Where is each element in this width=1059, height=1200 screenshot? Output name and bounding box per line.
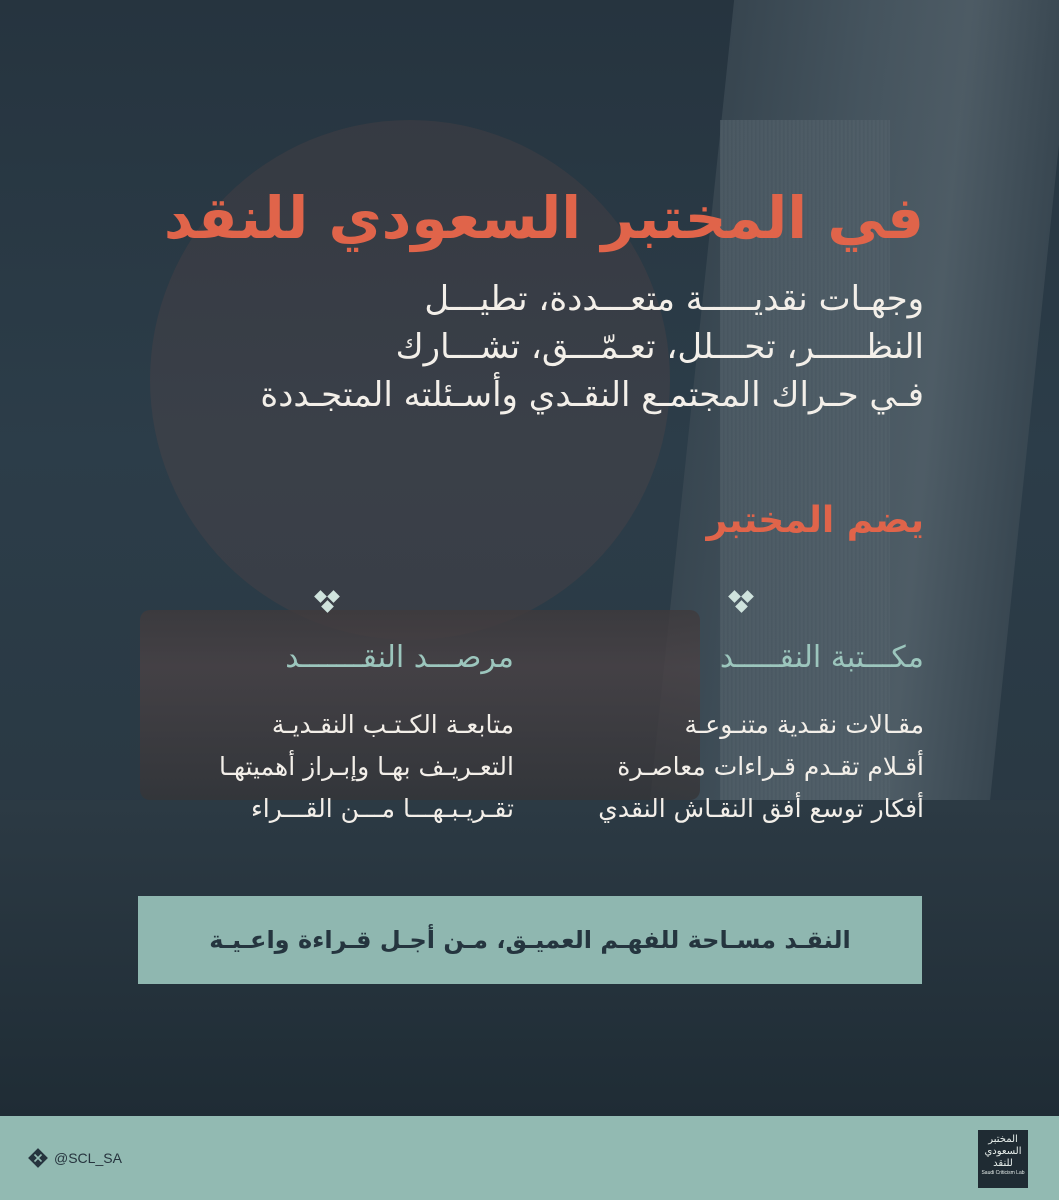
tagline-text: النقـد مسـاحة للفهـم العميـق، مـن أجـل قـراءة واعـيـة — [209, 926, 851, 954]
brand-logo — [978, 1130, 1028, 1188]
x-logo-icon — [28, 1148, 48, 1168]
column-heading: مكـــتبة النقـــــد — [719, 640, 924, 675]
intro-paragraph — [124, 275, 924, 419]
column-line: مقـالات نقـدية متنـوعـة — [684, 710, 924, 739]
column-lines — [134, 704, 514, 830]
diamond-dots-icon — [544, 588, 924, 618]
column-line: أفكار توسع أفق النقـاش النقدي — [598, 794, 924, 823]
logo-english: Saudi Criticism Lab — [981, 1170, 1025, 1176]
logo-line: المختبر — [988, 1134, 1018, 1145]
section-subtitle: يضم المختبر — [706, 500, 924, 541]
social-handle[interactable] — [28, 1144, 122, 1172]
intro-line: فـي حـراك المجتمـع النقـدي وأسـئلته المتجـددة — [260, 375, 924, 415]
column-library — [544, 588, 924, 830]
intro-line: النظـــــر، تحـــلل، تعـمّـــق، تشـــارك — [395, 327, 924, 367]
diamond-dots-icon — [134, 588, 514, 618]
logo-line: السعودي — [984, 1146, 1022, 1157]
column-line: أقـلام تقـدم قـراءات معاصـرة — [617, 752, 924, 781]
handle-text: @SCL_SA — [54, 1150, 122, 1166]
tagline-banner — [138, 896, 922, 984]
intro-line: وجهـات نقديـــــة متعـــددة، تطيـــل — [424, 279, 924, 319]
footer-bar — [0, 1116, 1059, 1200]
column-line: تقـريـبـهـــا مـــن القـــراء — [251, 794, 514, 823]
column-observatory — [134, 588, 514, 830]
column-heading: مرصـــد النقـــــــد — [285, 640, 514, 675]
logo-line: للنقد — [993, 1158, 1013, 1169]
column-lines — [544, 704, 924, 830]
page-title: في المختبر السعودي للنقد — [163, 184, 924, 252]
column-line: متابعـة الكـتـب النقـديـة — [271, 710, 514, 739]
column-line: التعـريـف بهـا وإبـراز أهميتهـا — [219, 752, 514, 781]
